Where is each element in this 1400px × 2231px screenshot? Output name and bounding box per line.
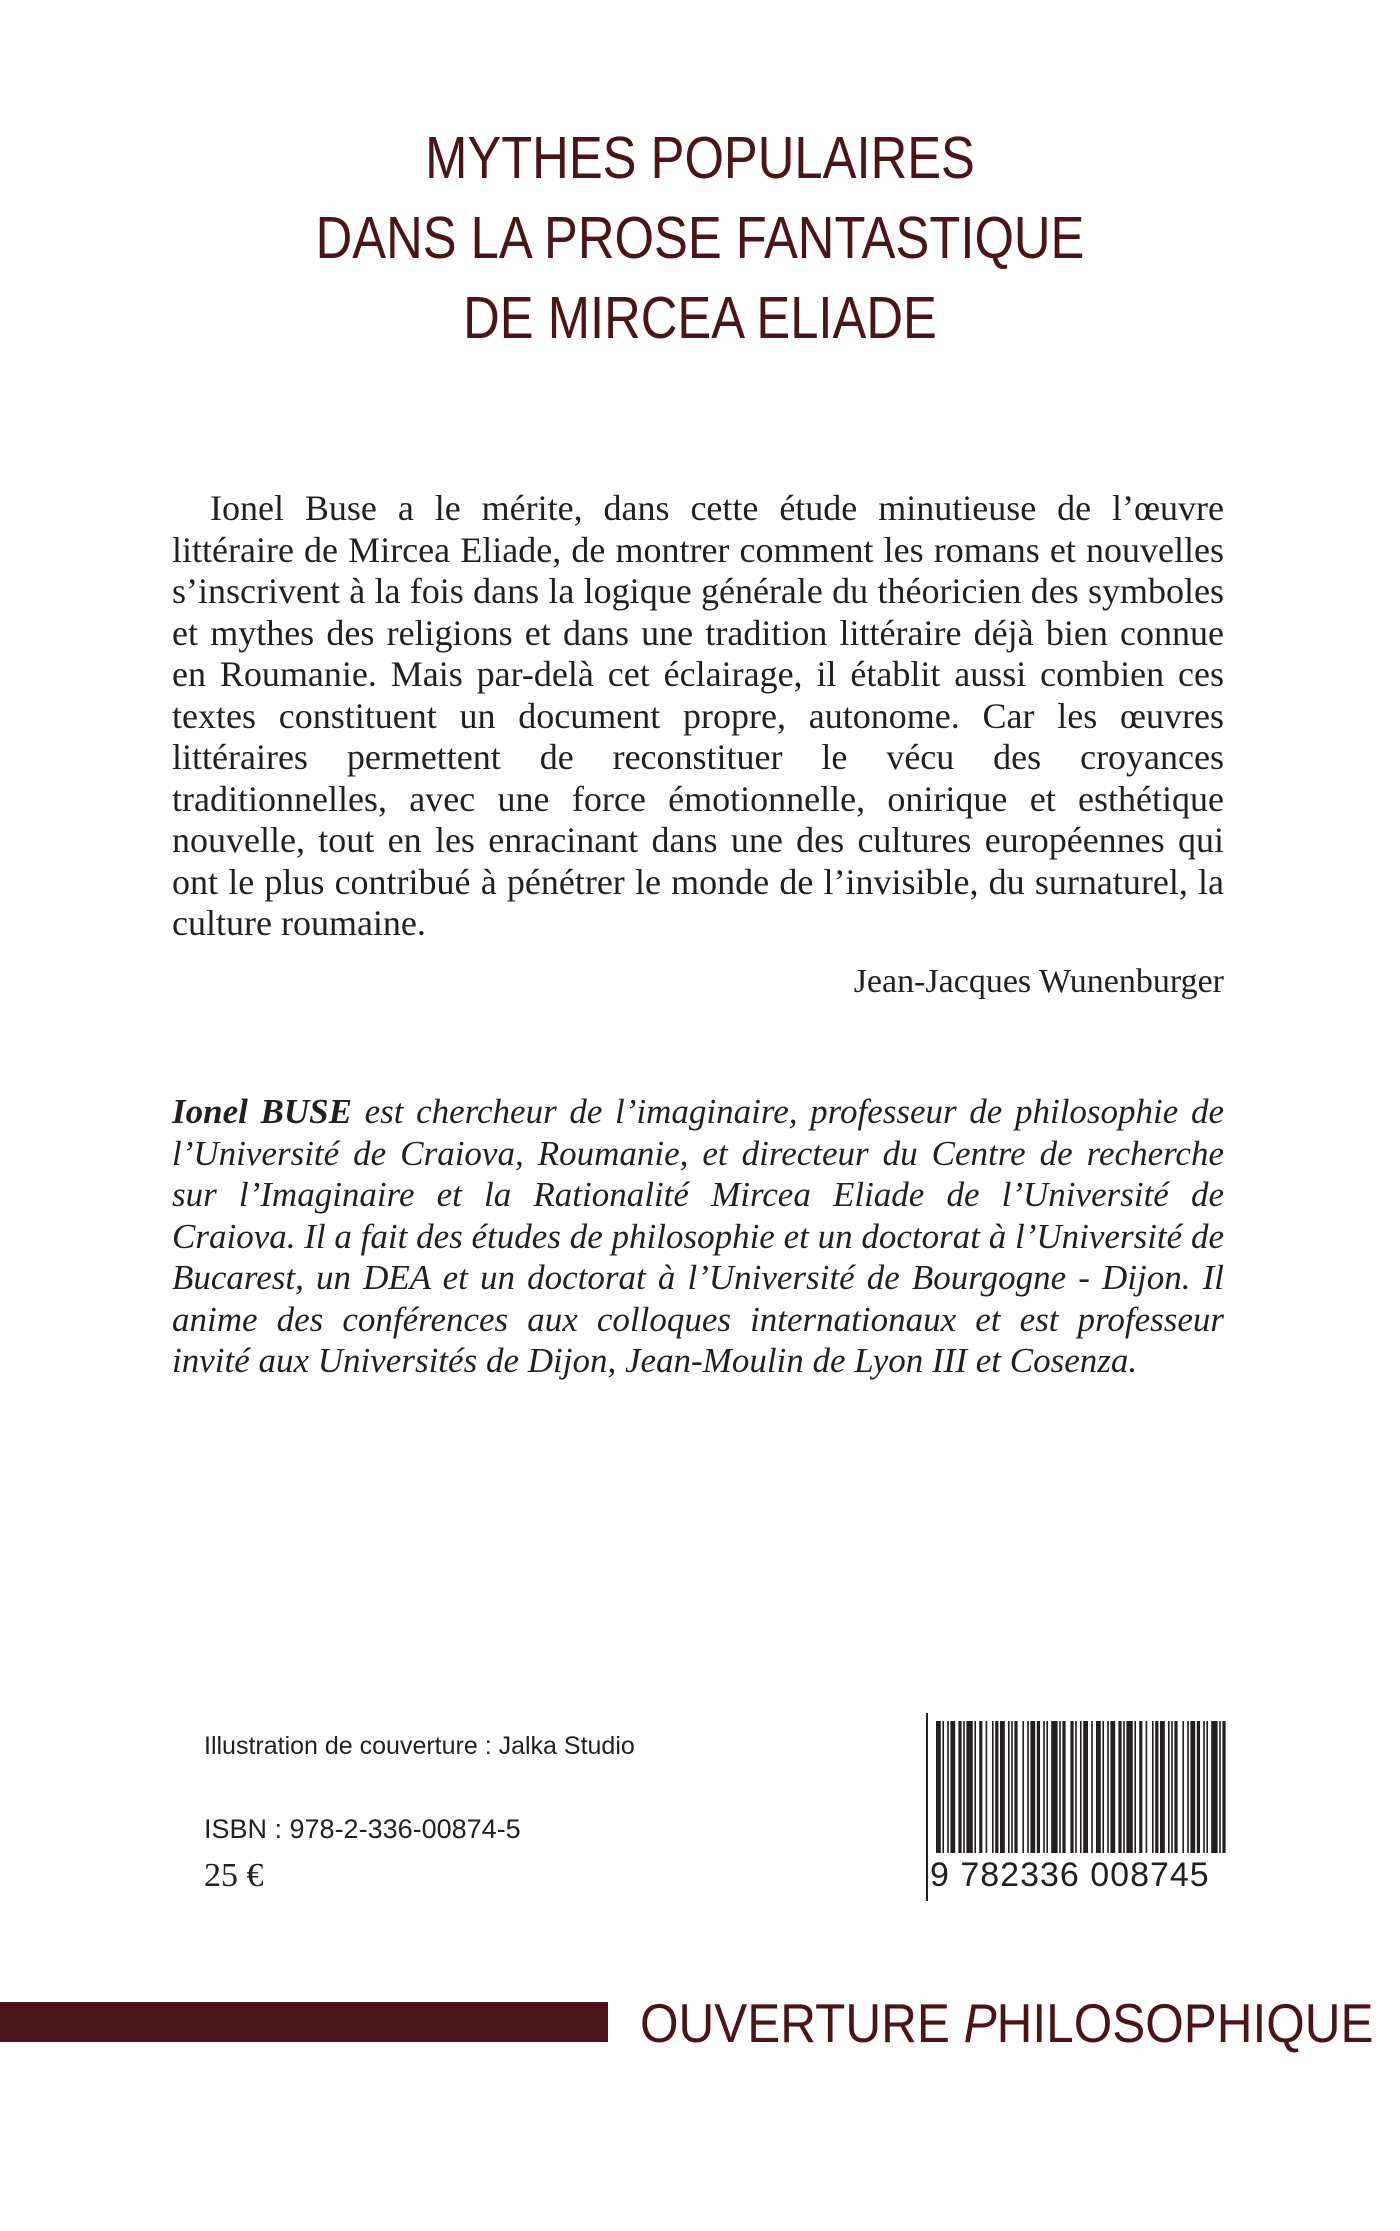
- barcode-bar: [1211, 1721, 1217, 1853]
- barcode-bar: [1118, 1721, 1121, 1853]
- barcode-bar: [1146, 1721, 1148, 1853]
- barcode-bar: [1014, 1721, 1017, 1853]
- illustration-credit: Illustration de couverture : Jalka Studio: [204, 1732, 635, 1760]
- barcode-bar: [1080, 1721, 1082, 1853]
- collection-name-part-3: HILOSOPHIQUE: [996, 1992, 1374, 2054]
- summary-signature: Jean-Jacques Wunenburger: [853, 963, 1224, 1000]
- barcode-bar: [1206, 1721, 1208, 1853]
- barcode-bar: [1046, 1721, 1048, 1853]
- barcode-bar: [1037, 1721, 1040, 1853]
- barcode-bar: [995, 1721, 998, 1853]
- barcode-bar: [1134, 1721, 1136, 1853]
- barcode-bar: [992, 1721, 994, 1853]
- barcode-bar: [1043, 1721, 1045, 1853]
- barcode-bar: [1171, 1721, 1173, 1853]
- barcode-bar: [1027, 1721, 1029, 1853]
- isbn: ISBN : 978-2-336-00874-5: [204, 1814, 521, 1844]
- barcode-bar: [1030, 1721, 1035, 1853]
- barcode-bar: [1062, 1721, 1065, 1853]
- barcode-bar: [1000, 1721, 1005, 1853]
- barcode-bar: [963, 1721, 965, 1853]
- barcode-bar: [986, 1721, 988, 1853]
- barcode-bar: [1197, 1721, 1200, 1853]
- collection-name-part-1: OUVERTURE: [640, 1992, 964, 2054]
- barcode-bar: [1059, 1721, 1061, 1853]
- barcode-bar: [1160, 1721, 1165, 1853]
- author-bio-text: est chercheur de l’imaginaire, professeur de philosophie de l’Université de Craiova, Roumanie, et directeur du Centre de recherche sur l’Imaginaire et la Rationalité Mircea Eliade de l’Université de Craiova. Il a fait des études de philosophie et un doctorat à l’Université de Bucarest, un DEA et un doctorat à l’Université de Bourgogne - Dijon. Il anime des conférences aux colloques internationaux et est professeur invité aux Universités de Dijon, Jean-Moulin de Lyon III et Cosenza.: [172, 1092, 1224, 1380]
- barcode-bar: [1190, 1721, 1195, 1853]
- barcode: [926, 1713, 1240, 1901]
- barcode-bar: [1110, 1721, 1115, 1853]
- barcode-bar: [958, 1721, 961, 1853]
- barcode-bar: [1168, 1721, 1170, 1853]
- book-title: [98, 118, 1302, 358]
- barcode-bar: [947, 1721, 949, 1853]
- barcode-digits: 9 782336 008745: [930, 1856, 1210, 1894]
- barcode-bar: [1187, 1721, 1189, 1853]
- barcode-bar: [1219, 1721, 1221, 1853]
- barcode-bar: [966, 1721, 972, 1853]
- barcode-bar: [1182, 1721, 1184, 1853]
- barcode-bar: [1091, 1721, 1093, 1853]
- barcode-bar: [1070, 1721, 1073, 1853]
- barcode-bar: [1011, 1721, 1013, 1853]
- barcode-bar: [1174, 1721, 1177, 1853]
- barcode-bar: [974, 1721, 976, 1853]
- barcode-bar: [979, 1721, 982, 1853]
- barcode-bar: [1152, 1721, 1154, 1853]
- title-line-1: MYTHES POPULAIRES: [425, 125, 975, 191]
- collection-bar: [0, 2002, 608, 2042]
- author-bio: [172, 1091, 1224, 1382]
- barcode-bar: [1107, 1721, 1109, 1853]
- book-summary: Ionel Buse a le mérite, dans cette étude minutieuse de l’œuvre littéraire de Mircea Eliade, de montrer comment les romans et nouvelles s’inscrivent à la fois dans la logique générale du théoricien des symboles et mythes des religions et dans une tradition littéraire déjà bien connue en Roumanie. Mais par-delà cet éclairage, il établit aussi combien ces textes constituent un document propre, autonome. Car les œuvres littéraires permettent de reconstituer le vécu des croyances traditionnelles, avec une force émotionnelle, onirique et esthétique nouvelle, tout en les enracinant dans une des cultures européennes qui ont le plus contribué à pénétrer le monde de l’invisible, du surnaturel, la culture roumaine.: [172, 488, 1224, 943]
- barcode-bar: [1008, 1721, 1010, 1853]
- price: 25 €: [204, 1857, 264, 1894]
- title-line-2: DANS LA PROSE FANTASTIQUE: [315, 205, 1085, 271]
- collection-name-part-2: P: [963, 1992, 997, 2054]
- barcode-bar: [1096, 1721, 1101, 1853]
- barcode-bar: [1083, 1721, 1088, 1853]
- title-line-3: DE MIRCEA ELIADE: [463, 285, 937, 351]
- barcode-bar: [936, 1721, 941, 1853]
- barcode-bar: [1102, 1721, 1104, 1853]
- barcode-bar: [942, 1721, 944, 1853]
- barcode-bar: [1022, 1721, 1024, 1853]
- barcode-bar: [1222, 1721, 1225, 1853]
- barcode-bar: [1139, 1721, 1142, 1853]
- barcode-bar: [1123, 1721, 1125, 1853]
- author-name: Ionel BUSE: [172, 1092, 352, 1131]
- barcode-bar: [1075, 1721, 1077, 1853]
- barcode-bar: [1126, 1721, 1132, 1853]
- barcode-bar: [1203, 1721, 1205, 1853]
- barcode-bars: [936, 1721, 1232, 1853]
- barcode-bar: [1051, 1721, 1057, 1853]
- collection-name: [640, 1993, 1374, 2053]
- barcode-bar: [950, 1721, 955, 1853]
- barcode-bar: [1155, 1721, 1158, 1853]
